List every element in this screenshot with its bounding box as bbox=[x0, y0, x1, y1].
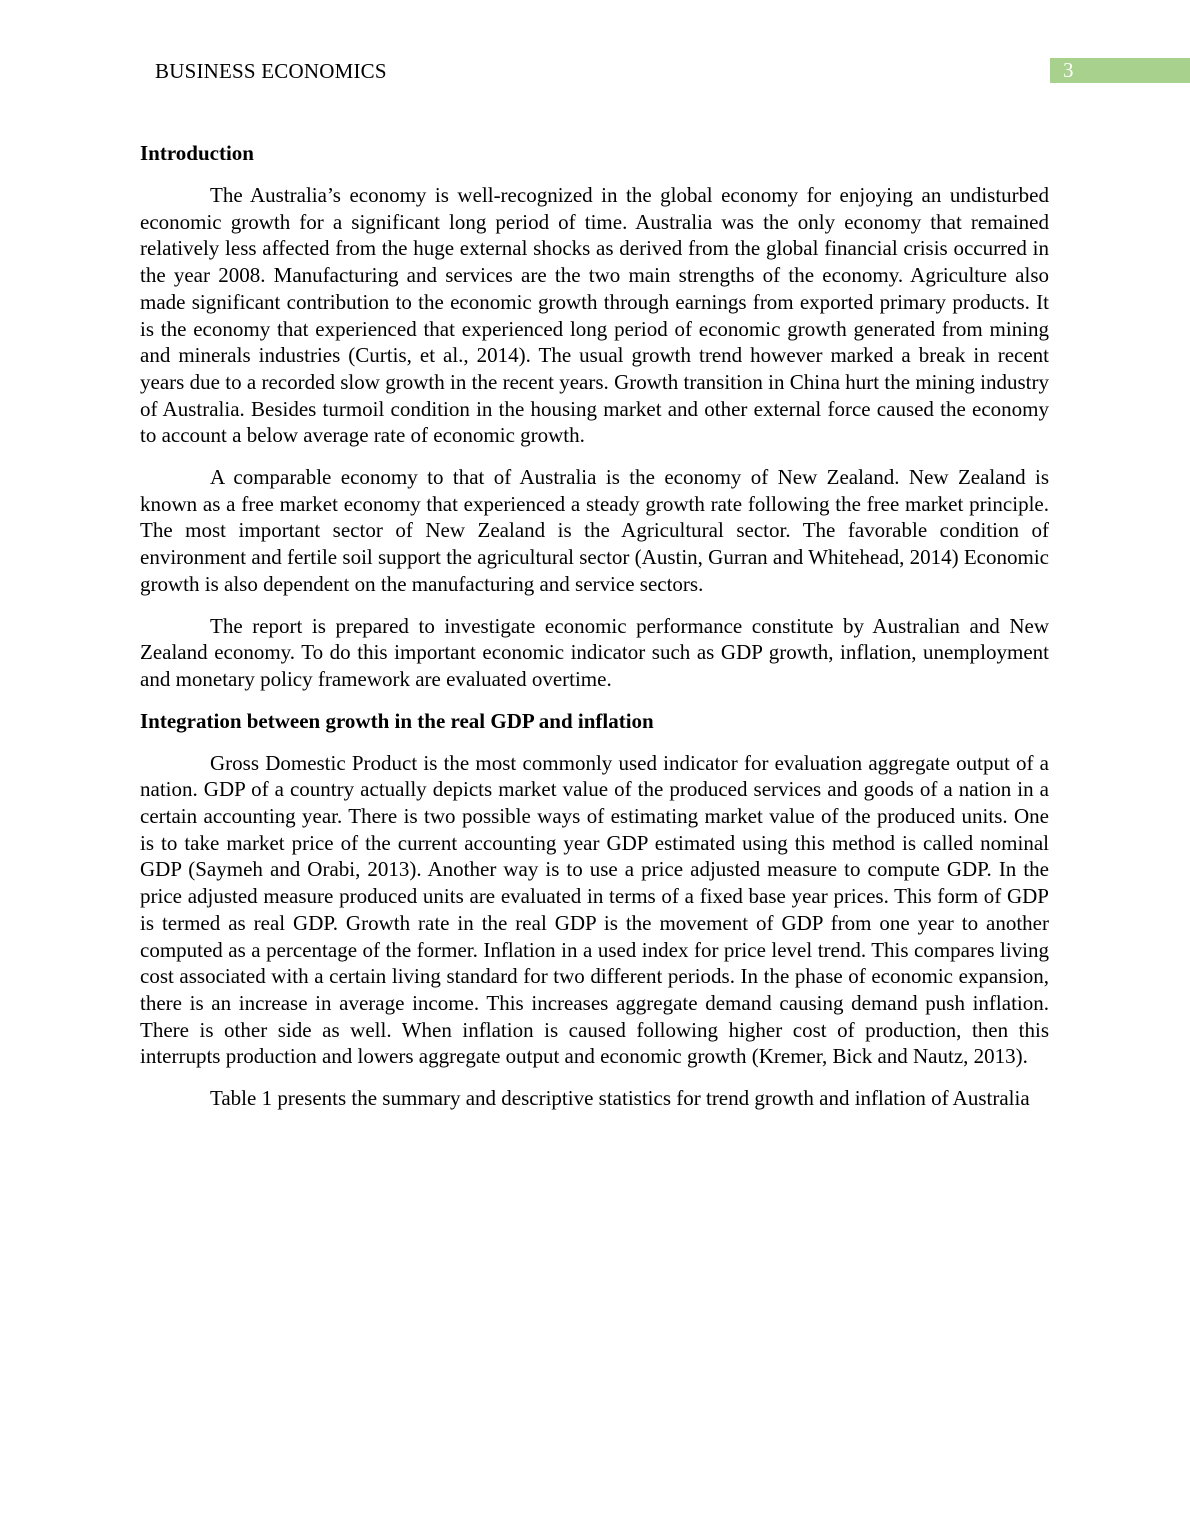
paragraph: The report is prepared to investigate economic performance constitute by Australian and New Zealand economy. To do this important economic indicator such as GDP growth, inflation, unemployment and monetary policy framework are evaluated overtime. bbox=[140, 613, 1049, 691]
page-number: 3 bbox=[1063, 58, 1074, 82]
section-heading-introduction: Introduction bbox=[140, 141, 254, 165]
paragraph: Table 1 presents the summary and descriptive statistics for trend growth and inflation of Australia bbox=[210, 1086, 1030, 1111]
page-number-badge bbox=[1050, 58, 1190, 83]
paragraph: Gross Domestic Product is the most commonly used indicator for evaluation aggregate output of a nation. GDP of a country actually depicts market value of the produced services and goods of a nation in a certain accounting year. There is two possible ways of estimating market value of the produced units. One is to take market price of the current accounting year GDP estimated using this method is called nominal GDP (Saymeh and Orabi, 2013). Another way is to use a price adjusted measure to compute GDP. In the price adjusted measure produced units are evaluated in terms of a fixed base year prices. This form of GDP is termed as real GDP. Growth rate in the real GDP is the movement of GDP from one year to another computed as a percentage of the former. Inflation in a used index for price level trend. This compares living cost associated with a certain living standard for two different periods. In the phase of economic expansion, there is an increase in average income. This increases aggregate demand causing demand push inflation. There is other side as well. When inflation is caused following higher cost of production, then this interrupts production and lowers aggregate output and economic growth (Kremer, Bick and Nautz, 2013). bbox=[140, 750, 1049, 1069]
document-body bbox=[140, 140, 1049, 1127]
section-heading-integration: Integration between growth in the real GDP and inflation bbox=[140, 708, 654, 733]
paragraph: A comparable economy to that of Australia is the economy of New Zealand. New Zealand is known as a free market economy that experienced a steady growth rate following the free market principle. The most important sector of New Zealand is the Agricultural sector. The favorable condition of environment and fertile soil support the agricultural sector (Austin, Gurran and Whitehead, 2014) Economic growth is also dependent on the manufacturing and service sectors. bbox=[140, 465, 1049, 596]
running-head: BUSINESS ECONOMICS bbox=[155, 59, 387, 83]
paragraph: The Australia’s economy is well-recognized in the global economy for enjoying an undisturbed economic growth for a significant long period of time. Australia was the only economy that remained relatively less affected from the huge external shocks as derived from the global financial crisis occurred in the year 2008. Manufacturing and services are the two main strengths of the economy. Agriculture also made significant contribution to the economic growth through earnings from exported primary products. It is the economy that experienced that experienced long period of economic growth generated from mining and minerals industries (Curtis, et al., 2014). The usual growth trend however marked a break in recent years due to a recorded slow growth in the recent years. Growth transition in China hurt the mining industry of Australia. Besides turmoil condition in the housing market and other external force caused the economy to account a below average rate of economic growth. bbox=[140, 183, 1049, 448]
